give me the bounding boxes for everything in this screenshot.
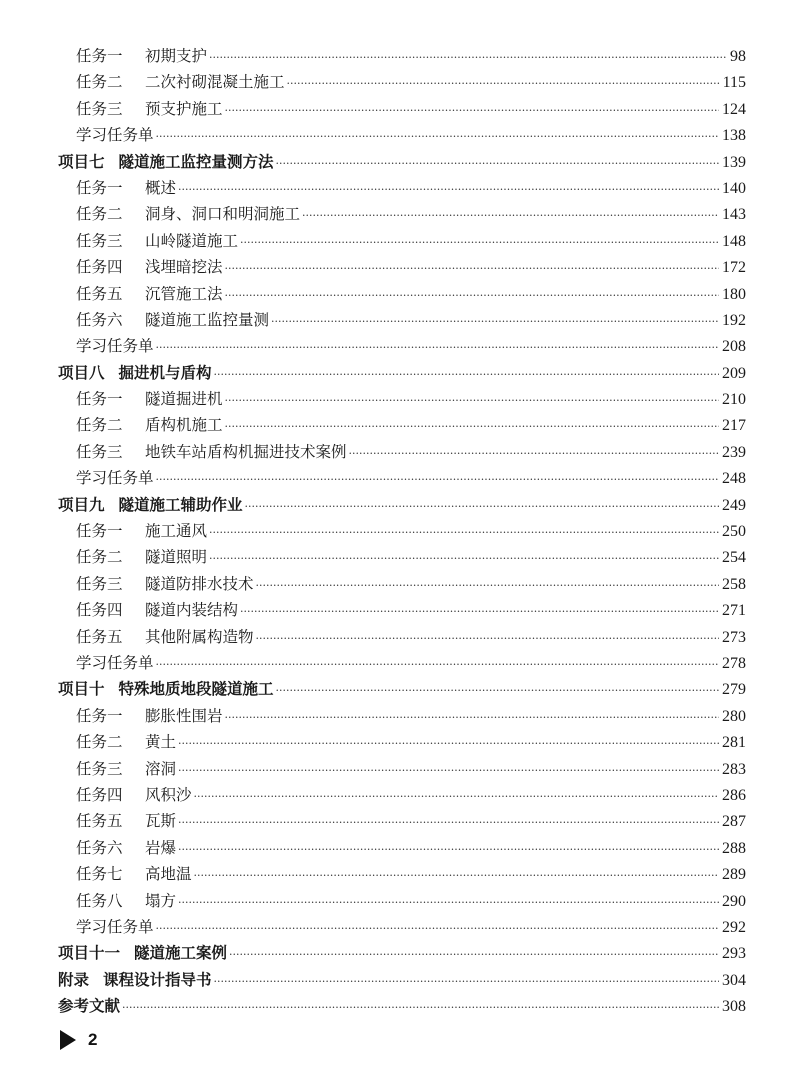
toc-page-number: 140 (722, 179, 746, 197)
toc-entry-title: 课程设计指导书 (103, 970, 212, 989)
toc-entry-title: 隧道内装结构 (145, 601, 239, 620)
toc-entry-label (76, 650, 154, 676)
toc-entry-number: 附录 (58, 970, 90, 989)
toc-page-number: 208 (722, 338, 746, 356)
toc-task-row (58, 729, 746, 755)
dot-leader (122, 995, 719, 1021)
toc-page-number: 217 (722, 417, 746, 435)
toc-page-number: 278 (722, 654, 746, 672)
dot-leader (209, 546, 719, 572)
toc-entry-number: 任务五 (76, 812, 123, 831)
dot-leader (194, 784, 719, 810)
toc-entry-title: 黄土 (145, 733, 177, 752)
toc-section-row (58, 940, 746, 966)
toc-page-number: 273 (722, 628, 746, 646)
toc-page-number: 288 (722, 839, 746, 857)
toc-entry-label (58, 492, 243, 518)
toc-page-number: 280 (722, 707, 746, 725)
toc-entry-label (76, 69, 285, 95)
toc-entry-title: 学习任务单 (76, 917, 154, 936)
toc-page-number: 250 (722, 523, 746, 541)
toc-entry-title: 二次衬砌混凝土施工 (145, 73, 285, 92)
toc-entry-label (76, 307, 269, 333)
toc-entry-number: 任务一 (76, 522, 123, 541)
toc-page-number: 249 (722, 496, 746, 514)
toc-task-row (58, 201, 746, 227)
toc-page-number: 172 (722, 259, 746, 277)
toc-entry-number: 任务五 (76, 627, 123, 646)
triangle-right-icon (60, 1030, 76, 1050)
table-of-contents (58, 43, 746, 1019)
toc-entry-title: 掘进机与盾构 (118, 363, 212, 382)
toc-entry-number: 任务六 (76, 310, 123, 329)
toc-task-row (58, 43, 746, 69)
toc-page-number: 239 (722, 443, 746, 461)
dot-leader (178, 758, 719, 784)
toc-page-number: 254 (722, 549, 746, 567)
dot-leader (156, 916, 719, 942)
toc-task-row (58, 518, 746, 544)
toc-entry-number: 任务二 (76, 548, 123, 567)
toc-entry-title: 隧道施工监控量测 (145, 310, 270, 329)
toc-entry-label (76, 808, 176, 834)
toc-section-row (58, 993, 746, 1019)
toc-entry-label (76, 597, 238, 623)
toc-entry-title: 地铁车站盾构机掘进技术案例 (145, 442, 347, 461)
toc-entry-number: 任务四 (76, 785, 123, 804)
toc-entry-title: 概述 (145, 178, 177, 197)
toc-task-row (58, 254, 746, 280)
toc-entry-label (76, 518, 207, 544)
toc-page-number: 308 (722, 998, 746, 1016)
toc-page-number: 248 (722, 470, 746, 488)
toc-page-number: 286 (722, 786, 746, 804)
toc-entry-number: 任务四 (76, 601, 123, 620)
toc-page-number: 258 (722, 575, 746, 593)
toc-entry-label (76, 439, 347, 465)
toc-entry-title: 瓦斯 (145, 812, 177, 831)
toc-entry-label (76, 465, 154, 491)
dot-leader (245, 494, 719, 520)
toc-entry-title: 盾构机施工 (145, 416, 223, 435)
toc-entry-title: 溶洞 (145, 759, 177, 778)
toc-page-number: 139 (722, 153, 746, 171)
dot-leader (156, 467, 719, 493)
toc-entry-label (76, 544, 207, 570)
toc-entry-title: 膨胀性围岩 (145, 706, 223, 725)
dot-leader (256, 573, 719, 599)
toc-task-row (58, 835, 746, 861)
toc-page-number: 287 (722, 813, 746, 831)
toc-entry-number: 任务四 (76, 258, 123, 277)
toc-entry-number: 项目八 (58, 363, 105, 382)
dot-leader (209, 520, 719, 546)
dot-leader (349, 441, 719, 467)
toc-entry-number: 任务五 (76, 284, 123, 303)
toc-entry-number: 任务三 (76, 442, 123, 461)
toc-entry-title: 参考文献 (58, 997, 121, 1016)
toc-entry-number: 任务三 (76, 759, 123, 778)
toc-task-row (58, 756, 746, 782)
dot-leader (256, 626, 719, 652)
toc-entry-label (76, 624, 254, 650)
toc-entry-title: 隧道掘进机 (145, 390, 223, 409)
toc-entry-number: 任务一 (76, 706, 123, 725)
dot-leader (178, 890, 719, 916)
toc-entry-label (76, 201, 300, 227)
toc-entry-number: 任务三 (76, 231, 123, 250)
toc-entry-title: 其他附属构造物 (145, 627, 254, 646)
toc-task-row (58, 544, 746, 570)
toc-entry-title: 浅埋暗挖法 (145, 258, 223, 277)
toc-entry-label (76, 386, 223, 412)
toc-section-row (58, 149, 746, 175)
toc-entry-label (58, 360, 212, 386)
toc-entry-number: 任务二 (76, 416, 123, 435)
toc-entry-number: 任务二 (76, 73, 123, 92)
toc-task-row (58, 281, 746, 307)
toc-entry-label (76, 861, 192, 887)
toc-task-row (58, 175, 746, 201)
dot-leader (194, 863, 719, 889)
toc-task-row (58, 465, 746, 491)
dot-leader (214, 362, 719, 388)
toc-entry-number: 任务三 (76, 574, 123, 593)
dot-leader (240, 599, 719, 625)
toc-entry-label (76, 254, 223, 280)
page-number: 2 (88, 1030, 98, 1049)
toc-page-number: 124 (722, 100, 746, 118)
dot-leader (156, 335, 719, 361)
toc-entry-title: 隧道照明 (145, 548, 208, 567)
toc-page-number: 293 (722, 945, 746, 963)
toc-entry-label (58, 967, 212, 993)
toc-entry-title: 特殊地质地段隧道施工 (118, 680, 274, 699)
toc-page-number: 283 (722, 760, 746, 778)
toc-entry-label (76, 914, 154, 940)
toc-entry-label (76, 835, 176, 861)
dot-leader (229, 942, 719, 968)
toc-page-number: 289 (722, 866, 746, 884)
toc-page-number: 143 (722, 206, 746, 224)
dot-leader (240, 230, 719, 256)
toc-entry-title: 隧道防排水技术 (145, 574, 254, 593)
toc-entry-title: 施工通风 (145, 522, 208, 541)
toc-entry-title: 塌方 (145, 891, 177, 910)
dot-leader (178, 837, 719, 863)
dot-leader (302, 203, 719, 229)
toc-task-row (58, 333, 746, 359)
toc-entry-title: 预支护施工 (145, 99, 223, 118)
dot-leader (156, 652, 719, 678)
page-footer (60, 1030, 97, 1050)
toc-task-row (58, 69, 746, 95)
toc-entry-label (76, 756, 176, 782)
toc-entry-title: 风积沙 (145, 785, 192, 804)
toc-section-row (58, 360, 746, 386)
toc-entry-label (76, 43, 207, 69)
toc-entry-number: 任务八 (76, 891, 123, 910)
toc-page-number: 210 (722, 391, 746, 409)
dot-leader (225, 705, 719, 731)
dot-leader (225, 98, 719, 124)
toc-section-row (58, 967, 746, 993)
dot-leader (276, 678, 719, 704)
toc-page-number: 279 (722, 681, 746, 699)
toc-page-number: 290 (722, 892, 746, 910)
toc-entry-title: 隧道施工辅助作业 (118, 495, 243, 514)
dot-leader (178, 177, 719, 203)
dot-leader (271, 309, 719, 335)
dot-leader (178, 731, 719, 757)
toc-entry-label (76, 571, 254, 597)
toc-entry-label (58, 993, 120, 1019)
toc-entry-title: 学习任务单 (76, 337, 154, 356)
toc-entry-label (76, 175, 176, 201)
toc-page-number: 138 (722, 127, 746, 145)
dot-leader (214, 969, 719, 995)
toc-entry-label (58, 940, 227, 966)
toc-entry-number: 任务二 (76, 205, 123, 224)
toc-entry-label (76, 228, 238, 254)
dot-leader (225, 388, 719, 414)
toc-page-number: 115 (722, 74, 746, 92)
toc-section-row (58, 492, 746, 518)
toc-entry-label (58, 149, 274, 175)
toc-task-row (58, 386, 746, 412)
toc-task-row (58, 808, 746, 834)
toc-entry-label (76, 703, 223, 729)
toc-page-number: 98 (730, 48, 746, 65)
toc-page-number: 209 (722, 364, 746, 382)
toc-entry-number: 项目九 (58, 495, 105, 514)
toc-task-row (58, 412, 746, 438)
toc-entry-label (76, 333, 154, 359)
toc-entry-number: 项目七 (58, 152, 105, 171)
toc-page-number: 180 (722, 285, 746, 303)
toc-entry-title: 隧道施工案例 (134, 944, 228, 963)
toc-task-row (58, 782, 746, 808)
dot-leader (209, 45, 727, 71)
toc-entry-number: 任务二 (76, 733, 123, 752)
toc-entry-label (76, 96, 223, 122)
toc-task-row (58, 307, 746, 333)
toc-entry-title: 山岭隧道施工 (145, 231, 239, 250)
toc-entry-title: 初期支护 (145, 47, 208, 65)
toc-task-row (58, 650, 746, 676)
toc-entry-title: 洞身、洞口和明洞施工 (145, 205, 301, 224)
toc-task-row (58, 571, 746, 597)
toc-task-row (58, 439, 746, 465)
toc-entry-number: 任务一 (76, 178, 123, 197)
toc-entry-title: 学习任务单 (76, 653, 154, 672)
toc-entry-label (76, 412, 223, 438)
toc-task-row (58, 703, 746, 729)
toc-task-row (58, 228, 746, 254)
toc-entry-title: 沉管施工法 (145, 284, 223, 303)
toc-entry-label (76, 729, 176, 755)
toc-entry-title: 学习任务单 (76, 469, 154, 488)
toc-page-number: 304 (722, 971, 746, 989)
toc-page-number: 192 (722, 311, 746, 329)
dot-leader (156, 124, 719, 150)
toc-task-row (58, 96, 746, 122)
toc-entry-label (58, 676, 274, 702)
toc-entry-number: 任务七 (76, 865, 123, 884)
toc-page-number: 292 (722, 918, 746, 936)
toc-entry-label (76, 122, 154, 148)
dot-leader (178, 810, 719, 836)
toc-entry-title: 学习任务单 (76, 126, 154, 145)
toc-entry-number: 任务一 (76, 47, 123, 65)
toc-entry-number: 任务三 (76, 99, 123, 118)
toc-task-row (58, 597, 746, 623)
dot-leader (225, 283, 719, 309)
toc-section-row (58, 676, 746, 702)
toc-page-number: 148 (722, 232, 746, 250)
toc-task-row (58, 914, 746, 940)
toc-entry-title: 岩爆 (145, 838, 177, 857)
dot-leader (225, 414, 719, 440)
dot-leader (276, 151, 719, 177)
toc-entry-title: 隧道施工监控量测方法 (118, 152, 274, 171)
toc-entry-label (76, 782, 192, 808)
toc-entry-number: 项目十 (58, 680, 105, 699)
toc-entry-label (76, 888, 176, 914)
toc-task-row (58, 888, 746, 914)
toc-page-number: 281 (722, 734, 746, 752)
toc-page-number: 271 (722, 602, 746, 620)
toc-task-row (58, 861, 746, 887)
toc-task-row (58, 122, 746, 148)
dot-leader (225, 256, 719, 282)
toc-entry-number: 任务一 (76, 390, 123, 409)
dot-leader (287, 71, 720, 97)
toc-entry-title: 高地温 (145, 865, 192, 884)
toc-task-row (58, 624, 746, 650)
toc-entry-number: 任务六 (76, 838, 123, 857)
toc-entry-label (76, 281, 223, 307)
toc-entry-number: 项目十一 (58, 944, 121, 963)
